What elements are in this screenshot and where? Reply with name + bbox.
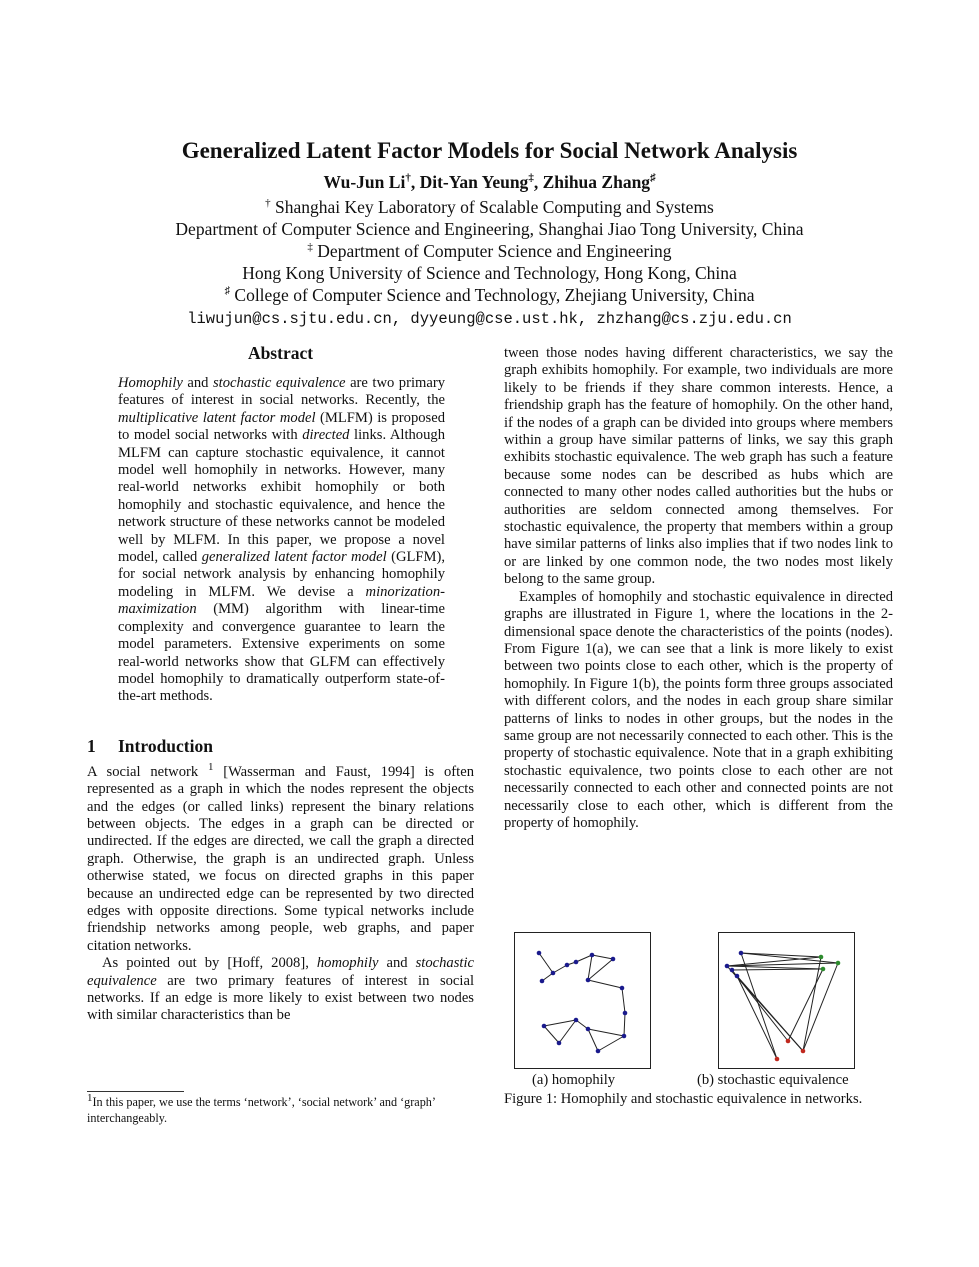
footnote-ref[interactable]: 1 — [207, 760, 214, 773]
graph-edge — [737, 976, 777, 1059]
abstract-text: (MLFM) is proposed to model social networks with — [118, 409, 445, 444]
graph-edge — [788, 969, 823, 1041]
paragraph-text: and — [378, 955, 416, 972]
abstract-text: links. Although MLFM can capture stochastic equivalence, it cannot model well homophily in networks. However, many real-world networks exhibit homophily or both homophily and stochastic equivalence, and hence the network structure of these networks cannot be modeled well by MLFM. In this paper, we propose a novel model, called — [118, 427, 445, 566]
left-column — [87, 343, 474, 1025]
author-name: Zhihua Zhang — [542, 172, 651, 193]
figure-caption: Figure 1: Homophily and stochastic equivalence in networks. — [504, 1091, 863, 1107]
graph-node — [725, 964, 730, 969]
subcaption-a: (a) homophily — [532, 1072, 616, 1088]
graph-edge — [732, 969, 823, 970]
affiliation-line — [60, 240, 919, 262]
graph-edge — [559, 1020, 576, 1043]
graph-node — [596, 1049, 601, 1054]
graph-edge — [592, 955, 613, 959]
graph-edge — [553, 965, 567, 973]
affiliation-mark: ‡ — [307, 241, 313, 254]
paragraph-text: are two primary features of interest in social networks. If an edge is more likely to exist between two nodes with similar characteristics than be — [87, 972, 474, 1024]
graph-node — [537, 951, 542, 956]
graph-node — [557, 1041, 562, 1046]
figure-panel-stochastic-equivalence — [718, 932, 855, 1069]
graph-edge — [576, 955, 592, 962]
graph-edge — [588, 959, 613, 980]
paragraph-text: A social network — [87, 763, 208, 780]
graph-node — [623, 1011, 628, 1016]
graph-edge — [741, 953, 777, 1059]
abstract-heading: Abstract — [247, 343, 314, 363]
graph-node — [739, 951, 744, 956]
footnote-text: In this paper, we use the terms ‘network’, ‘social network’ and ‘graph’ interchangeably. — [87, 1095, 436, 1125]
graph-node — [565, 963, 570, 968]
abstract-text: and — [182, 375, 213, 391]
affiliation-text: Hong Kong University of Science and Technology, Hong Kong, China — [242, 263, 737, 284]
abstract-emph: minorization-maximization — [118, 583, 445, 618]
author-mark: † — [405, 172, 411, 185]
affiliation-text: Shanghai Key Laboratory of Scalable Computing and Systems — [274, 197, 714, 218]
graph-edge — [622, 988, 625, 1013]
graph-edge — [727, 966, 823, 969]
abstract-body — [118, 375, 445, 706]
graph-edge — [544, 1026, 559, 1043]
figure-panel-homophily — [514, 932, 651, 1069]
footnote-divider — [87, 1091, 184, 1092]
subcaption-b: (b) stochastic equivalence — [697, 1072, 849, 1088]
graph-edge — [598, 1036, 624, 1051]
graph-node — [801, 1049, 806, 1054]
graph-edge — [732, 970, 788, 1041]
graph-node — [586, 1027, 591, 1032]
author-mark: ♯ — [650, 172, 656, 185]
abstract-emph: generalized latent factor model — [201, 549, 387, 566]
affiliation-text: College of Computer Science and Technology, Zhejiang University, China — [234, 285, 755, 306]
affiliation-line — [60, 284, 919, 306]
section-number: 1 — [87, 735, 96, 756]
graph-edge — [624, 1013, 625, 1036]
graph-edge — [803, 963, 838, 1051]
section-heading — [87, 736, 474, 756]
right-column — [504, 345, 893, 832]
graph-node — [540, 979, 545, 984]
abstract-text: (MM) algorithm with linear-time complexity and convergence guarantee to learn the model parameters. Extensive experiments on some real-world networks show that GLFM can effectively model homophily to dramatically outperform state-of-the-art methods. — [118, 601, 445, 705]
author-mark: ‡ — [528, 172, 534, 185]
graph-node — [836, 961, 841, 966]
affiliation-text: Department of Computer Science and Engineering — [317, 241, 672, 262]
paragraph-emph: stochastic equivalence — [87, 955, 474, 989]
affiliation-mark: † — [265, 197, 271, 210]
paragraph-text: [Wasserman and Faust, 1994] is often represented as a graph in which the nodes represent the objects and the edges (or called links) represent the binary relations between objects. The edges in a graph can be directed or undirected. If the edges are directed, we call the graph a directed graph. Otherwise, the graph is an undirected graph. Unless otherwise stated, we focus on directed graphs in this paper because an undirected edge can be represented by two directed edges with opposite directions. Some typical networks include friendship networks among people, web graphs, and paper citation networks. — [87, 763, 474, 954]
homophily-graph — [515, 933, 650, 1068]
graph-node — [786, 1039, 791, 1044]
author-list: Wu-Jun Li†, Dit-Yan Yeung‡, Zhihua Zhang♯ — [323, 172, 656, 193]
intro-paragraph-1 — [87, 760, 474, 955]
footnote-mark: 1 — [87, 1091, 93, 1104]
graph-edge — [539, 953, 553, 973]
graph-edge — [741, 953, 838, 963]
graph-node — [611, 957, 616, 962]
section-title: Introduction — [118, 735, 213, 756]
graph-node — [821, 967, 826, 972]
intro-paragraph-2-continued — [504, 345, 893, 589]
abstract-text: (GLFM), for social network analysis by enhancing homophily modeling in MLFM. We devise a — [118, 549, 445, 600]
graph-node — [574, 960, 579, 965]
paragraph-text: As pointed out by [Hoff, 2008], — [102, 955, 317, 972]
graph-node — [730, 968, 735, 973]
graph-edge — [588, 955, 592, 980]
abstract-emph: Homophily — [118, 375, 183, 391]
graph-node — [574, 1018, 579, 1023]
affiliation-mark: ♯ — [224, 285, 231, 298]
affiliation-line — [60, 262, 919, 284]
graph-node — [542, 1024, 547, 1029]
stochastic-equivalence-graph — [719, 933, 854, 1068]
author-name: Wu-Jun Li — [323, 172, 406, 193]
affiliation-line — [60, 218, 919, 240]
paper-title: Generalized Latent Factor Models for Social Network Analysis — [181, 138, 798, 163]
graph-node — [586, 978, 591, 983]
graph-edge — [588, 1029, 598, 1051]
affiliation-line — [60, 196, 919, 218]
abstract-emph: directed — [302, 427, 350, 444]
paragraph-text: tween those nodes having different characteristics, we say the graph exhibits homophily. For example, two individuals are more likely to be friends if they share common interests. Hence, a friendship graph has the feature of homophily. On the other hand, if the nodes of a graph can be divided into groups where members within a group have similar patterns of links, we say this graph exhibits stochastic equivalence. The web graph has such a feature because some nodes can be described as hubs which are connected to many other nodes called authorities but the hubs or authorities are seldom connected among themselves. For stochastic equivalence, the property that members within a group have similar patterns of links also implies that if two nodes link to or are linked by one common node, the two nodes most likely belong to the same group. — [504, 345, 893, 588]
author-emails: liwujun@cs.sjtu.edu.cn, dyyeung@cse.ust.hk, zhzhang@cs.zju.edu.cn — [187, 310, 792, 329]
intro-paragraph-3: Examples of homophily and stochastic equivalence in directed graphs are illustrated in Figure 1, where the locations in the 2-dimensional space denote the characteristics of the points (nodes). From Figure 1(a), we can see that a link is more likely to exist between two points close to each other, which is the property of homophily. In Figure 1(b), the points form three groups associated with different colors, and the nodes in each group share similar patterns of links to nodes in other groups, but the nodes in the same group are not necessarily connected to each other. This is the property of stochastic equivalence. Note that in a graph exhibiting stochastic equivalence, two points close to each other are not necessarily connected to each other and connected points are not necessarily close to each other, which is different from the property of homophily. — [504, 588, 893, 831]
abstract-emph: stochastic equivalence — [212, 375, 346, 391]
footnote — [87, 1091, 477, 1126]
graph-edge — [544, 1020, 576, 1026]
graph-edge — [741, 953, 821, 957]
graph-node — [620, 986, 625, 991]
abstract-text: are two primary features of interest in social networks. Recently, the — [118, 375, 445, 409]
graph-node — [775, 1057, 780, 1062]
graph-node — [735, 974, 740, 979]
affiliation-text: Department of Computer Science and Engineering, Shanghai Jiao Tong University, China — [175, 219, 804, 240]
graph-node — [551, 971, 556, 976]
intro-paragraph-2 — [87, 955, 474, 1025]
graph-node — [819, 955, 824, 960]
graph-edge — [588, 980, 622, 988]
author-name: Dit-Yan Yeung — [419, 172, 529, 193]
abstract-emph: multiplicative latent factor model — [118, 409, 316, 426]
graph-node — [590, 953, 595, 958]
paragraph-emph: homophily — [316, 955, 379, 972]
graph-node — [622, 1034, 627, 1039]
paper-header — [60, 138, 919, 329]
graph-edge — [588, 1029, 624, 1036]
